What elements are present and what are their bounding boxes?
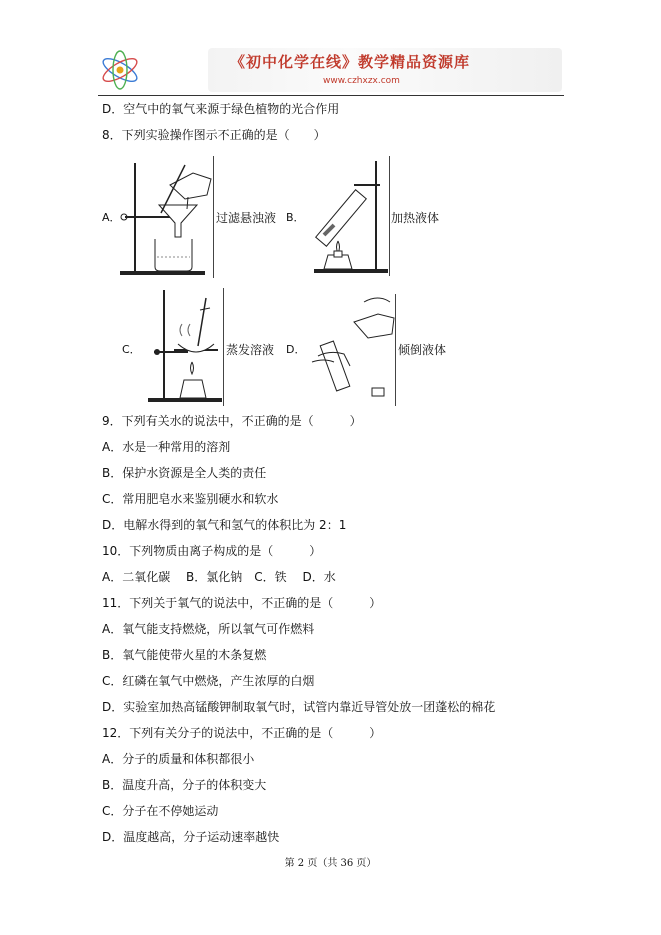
header-url: www.czhxzx.com: [323, 76, 400, 86]
figure-a-caption: 过滤悬浊液: [216, 211, 277, 225]
figure-c-caption: 蒸发溶液: [226, 343, 275, 357]
text-line-q10: 10．下列物质由离子构成的是（ ）: [102, 544, 322, 558]
text-line-q11c: C．红磷在氧气中燃烧，产生浓厚的白烟: [102, 674, 315, 688]
text-line-q8: 8．下列实验操作图示不正确的是（ ）: [102, 128, 326, 142]
figure-d-caption: 倾倒液体: [398, 343, 447, 357]
pouring-liquid-figure: [310, 294, 396, 406]
filtration-figure: [115, 157, 215, 279]
text-line-q9c: C．常用肥皂水来鉴别硬水和软水: [102, 492, 279, 506]
header-title: 《初中化学在线》教学精品资源库: [230, 53, 471, 71]
atom-logo-icon: [98, 48, 142, 92]
figure-b-caption: 加热液体: [391, 211, 440, 225]
header-divider: [98, 95, 564, 96]
page-header: [98, 46, 564, 94]
figure-d-label: D．: [286, 343, 306, 356]
text-line-q12a: A．分子的质量和体积都很小: [102, 752, 255, 766]
text-line-q11a: A．氧气能支持燃烧，所以氧气可作燃料: [102, 622, 315, 636]
text-line-q12d: D．温度越高，分子运动速率越快: [102, 830, 280, 844]
text-line-q10opts: A．二氧化碳 B．氯化钠 C．铁 D．水: [102, 570, 336, 584]
text-line-q11: 11．下列关于氧气的说法中，不正确的是（ ）: [102, 596, 382, 610]
text-line-q12: 12．下列有关分子的说法中，不正确的是（ ）: [102, 726, 382, 740]
figure-a-label: A．: [102, 211, 121, 224]
text-line-q9b: B．保护水资源是全人类的责任: [102, 466, 267, 480]
text-line-q9: 9．下列有关水的说法中，不正确的是（ ）: [102, 414, 362, 428]
figure-c-label: C．: [122, 343, 141, 356]
figure-a-divider: [213, 156, 214, 278]
text-line-q9a: A．水是一种常用的溶剂: [102, 440, 231, 454]
figure-b-divider: [389, 156, 390, 276]
text-line-q11d: D．实验室加热高锰酸钾制取氧气时，试管内靠近导管处放一团蓬松的棉花: [102, 700, 496, 714]
text-line-q12b: B．温度升高，分子的体积变大: [102, 778, 267, 792]
figure-d-divider: [395, 294, 396, 406]
figure-b-label: B．: [286, 211, 305, 224]
text-line-q7d: D．空气中的氧气来源于绿色植物的光合作用: [102, 102, 340, 116]
text-line-q9d: D．电解水得到的氧气和氢气的体积比为 2：1: [102, 518, 347, 532]
text-line-q12c: C．分子在不停她运动: [102, 804, 219, 818]
evaporation-figure: [144, 288, 224, 406]
page-footer: 第 2 页（共 36 页）: [284, 858, 377, 869]
text-line-q11b: B．氧气能使带火星的木条复燃: [102, 648, 267, 662]
figure-c-divider: [223, 288, 224, 406]
heating-liquid-figure: [304, 157, 390, 277]
